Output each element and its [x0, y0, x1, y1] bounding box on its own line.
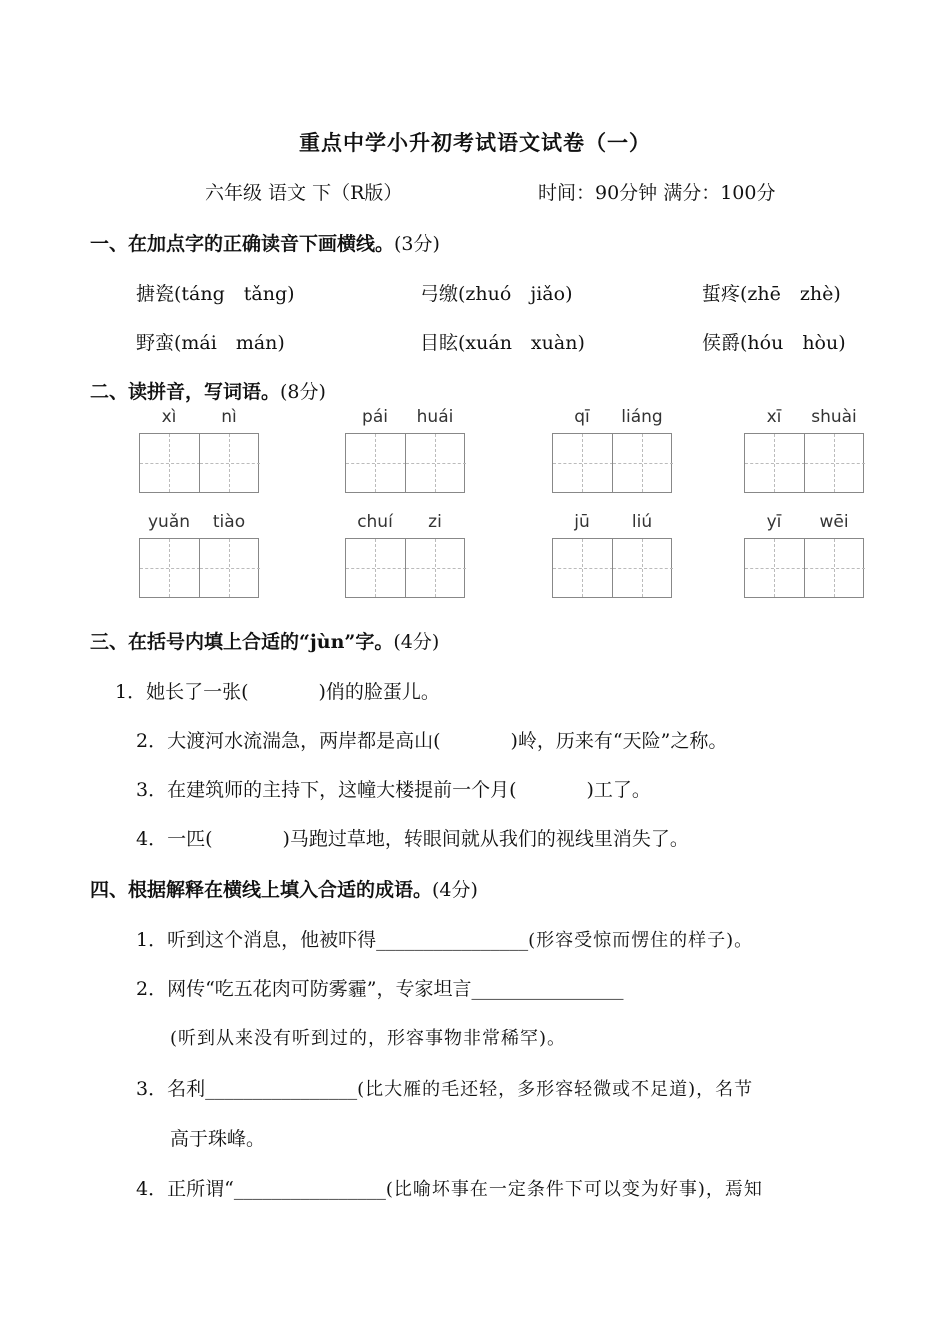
pinyin-label: xī — [766, 407, 782, 427]
grid-cell[interactable] — [745, 434, 805, 492]
section1-item: 目眩(xuán xuàn) — [420, 332, 585, 354]
guide-line — [613, 463, 673, 464]
guide-line — [200, 568, 260, 569]
guide-line — [200, 463, 260, 464]
section3-item-3 — [136, 775, 651, 802]
guide-line — [613, 568, 673, 569]
guide-line — [346, 463, 406, 464]
section1-item: 蜇疼(zhē zhè) — [702, 283, 841, 305]
grid-cell[interactable] — [612, 539, 672, 597]
pinyin-label: jū — [574, 512, 590, 532]
section4-heading — [90, 875, 478, 902]
answer-blank[interactable]: ________________ — [205, 1078, 358, 1100]
grid-cell[interactable] — [346, 434, 406, 492]
section3-heading — [90, 627, 439, 654]
pinyin-label: liáng — [621, 407, 663, 427]
pinyin-label: wēi — [819, 512, 849, 532]
section1-heading-text: 一、在加点字的正确读音下画横线。 — [90, 233, 395, 255]
item-text: 1．听到这个消息，他被吓得 — [136, 929, 377, 951]
section4-points: (4分) — [432, 879, 478, 901]
item-text: 4．正所谓“ — [136, 1178, 234, 1200]
grid-cell[interactable] — [553, 539, 613, 597]
guide-line — [805, 463, 865, 464]
pinyin-label: chuí — [357, 512, 393, 532]
item-text: 2．网传“吃五花肉可防雾霾”，专家坦言 — [136, 978, 472, 1000]
grade-info: 六年级 语文 下（R版） — [205, 182, 403, 204]
character-grid[interactable] — [139, 433, 259, 493]
item-text: )马跑过草地，转眼间就从我们的视线里消失了。 — [282, 828, 689, 850]
item-text: 4．一匹( — [136, 828, 213, 850]
answer-blank[interactable]: ________________ — [376, 929, 529, 951]
section1-points: (3分) — [394, 233, 440, 255]
pinyin-label: yī — [766, 512, 782, 532]
character-grid[interactable] — [744, 538, 864, 598]
item-text: 1．她长了一张( — [115, 681, 249, 703]
guide-line — [745, 463, 805, 464]
character-grid[interactable] — [139, 538, 259, 598]
guide-line — [553, 463, 613, 464]
grid-cell[interactable] — [140, 539, 200, 597]
guide-line — [406, 463, 466, 464]
pinyin-label: nì — [221, 407, 237, 427]
item-text: )俏的脸蛋儿。 — [318, 681, 440, 703]
item-text: 3．在建筑师的主持下，这幢大楼提前一个月( — [136, 779, 517, 801]
section1-item: 侯爵(hóu hòu) — [702, 332, 846, 354]
section3-item-1 — [115, 677, 440, 704]
character-grid[interactable] — [744, 433, 864, 493]
pinyin-label: yuǎn — [147, 512, 191, 532]
section4-item-3-cont: 高于珠峰。 — [170, 1128, 266, 1150]
guide-line — [745, 568, 805, 569]
definition-text: (比喻坏事在一定条件下可以变为好事)，焉知 — [385, 1179, 763, 1200]
answer-blank[interactable]: ________________ — [471, 978, 624, 1000]
definition-text: (形容受惊而愣住的样子)。 — [528, 930, 754, 951]
section3-item-2 — [136, 726, 727, 753]
page-title: 重点中学小升初考试语文试卷（一） — [299, 130, 651, 155]
character-grid[interactable] — [552, 433, 672, 493]
definition-text: (比大雁的毛还轻，多形容轻微或不足道)，名节 — [357, 1079, 754, 1100]
grid-cell[interactable] — [199, 434, 259, 492]
section4-item-4 — [136, 1174, 763, 1201]
grid-cell[interactable] — [804, 434, 864, 492]
grid-cell[interactable] — [745, 539, 805, 597]
pinyin-label: zi — [428, 512, 442, 532]
section2-heading — [90, 377, 326, 404]
section4-item-2-definition: (听到从来没有听到过的，形容事物非常稀罕)。 — [170, 1028, 567, 1049]
character-grid[interactable] — [552, 538, 672, 598]
item-text: )岭，历来有“天险”之称。 — [510, 730, 728, 752]
grid-cell[interactable] — [612, 434, 672, 492]
section1-item: 弓缴(zhuó jiǎo) — [420, 283, 573, 305]
time-info: 时间：90分钟 满分：100分 — [538, 182, 776, 204]
section2-heading-text: 二、读拼音，写词语。 — [90, 381, 281, 403]
pinyin-label: huái — [416, 407, 454, 427]
item-text: 3．名利 — [136, 1078, 206, 1100]
pinyin-label: pái — [362, 407, 388, 427]
guide-line — [140, 463, 200, 464]
item-text: )工了。 — [586, 779, 651, 801]
character-grid[interactable] — [345, 538, 465, 598]
guide-line — [805, 568, 865, 569]
section4-item-1 — [136, 925, 753, 952]
guide-line — [140, 568, 200, 569]
section4-heading-text: 四、根据解释在横线上填入合适的成语。 — [90, 879, 433, 901]
section3-points: (4分) — [393, 631, 440, 653]
character-grid[interactable] — [345, 433, 465, 493]
answer-blank[interactable]: ________________ — [233, 1178, 386, 1200]
item-text: 2．大渡河水流湍急，两岸都是高山( — [136, 730, 441, 752]
guide-line — [346, 568, 406, 569]
section2-points: (8分) — [280, 381, 326, 403]
section1-item: 野蛮(mái mán) — [136, 332, 285, 354]
section4-item-2 — [136, 974, 624, 1001]
grid-cell[interactable] — [140, 434, 200, 492]
pinyin-label: tiào — [212, 512, 246, 532]
section1-item: 搪瓷(táng tǎng) — [136, 283, 295, 305]
section3-item-4 — [136, 824, 689, 851]
grid-cell[interactable] — [405, 539, 465, 597]
grid-cell[interactable] — [346, 539, 406, 597]
section1-heading — [90, 229, 440, 256]
grid-cell[interactable] — [804, 539, 864, 597]
grid-cell[interactable] — [553, 434, 613, 492]
pinyin-label: liú — [631, 512, 653, 532]
pinyin-label: shuài — [811, 407, 857, 427]
grid-cell[interactable] — [405, 434, 465, 492]
grid-cell[interactable] — [199, 539, 259, 597]
guide-line — [406, 568, 466, 569]
section3-heading-text: 三、在括号内填上合适的“jùn”字。 — [90, 631, 394, 653]
section4-item-3 — [136, 1074, 753, 1101]
pinyin-label: xì — [161, 407, 177, 427]
pinyin-label: qī — [574, 407, 590, 427]
guide-line — [553, 568, 613, 569]
